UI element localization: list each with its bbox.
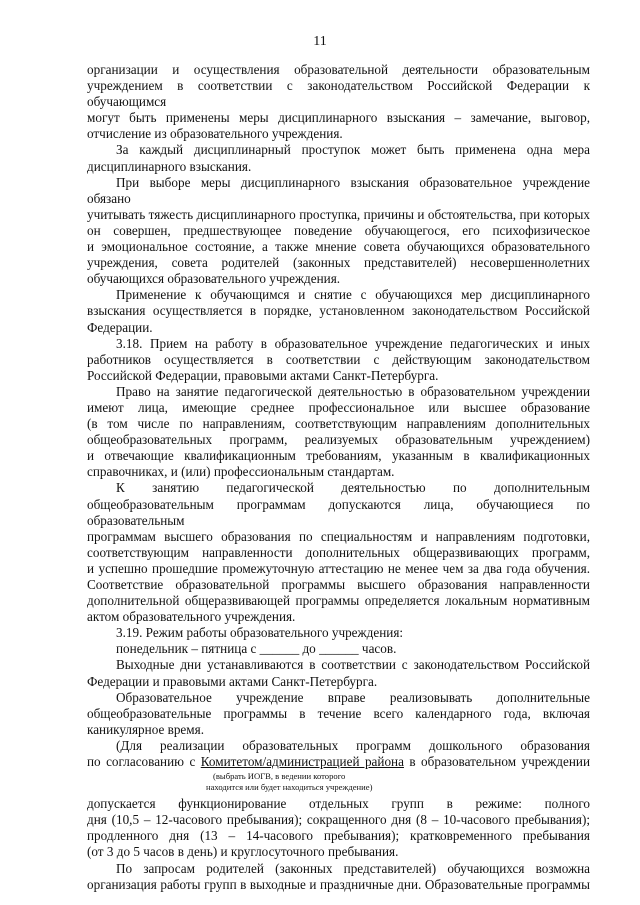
text-line: дополнительной общеразвивающей программы определяется локальным нормативным bbox=[87, 593, 590, 609]
text-line: Образовательное учреждение вправе реализовывать дополнительные bbox=[116, 689, 590, 705]
paragraph-choice-of-measure bbox=[87, 175, 590, 288]
text-line bbox=[87, 754, 590, 770]
text-line: При выборе меры дисциплинарного взыскания образовательное учреждение обязано bbox=[87, 174, 590, 206]
text-line: Соответствие образовательной программы высшего образования направленности bbox=[87, 577, 590, 592]
text-line: (в том числе по направлениям, соответствующим направлениям дополнительных bbox=[87, 416, 590, 432]
text-line: отчисление из образовательного учреждения. bbox=[87, 126, 343, 142]
paragraph-students-admission bbox=[87, 480, 590, 625]
page-number: 11 bbox=[313, 34, 327, 49]
annotation-line: находится или будет находиться учреждение) bbox=[206, 782, 373, 793]
document-body bbox=[87, 62, 590, 893]
text-line: дня (10,5 – 12-часового пребывания); сокращенного дня (8 – 10-часового пребывания); bbox=[87, 812, 590, 828]
text-line: он совершен, предшествующее поведение обучающегося, его психофизическое bbox=[87, 222, 590, 238]
paragraph-right-to-teach bbox=[87, 384, 590, 481]
text-line: взыскания осуществляется в порядке, установленном законодательством Российской bbox=[87, 303, 590, 319]
paragraph-days-off bbox=[87, 657, 590, 689]
annotation-line: (выбрать ИОГВ, в ведении которого bbox=[213, 771, 346, 782]
text-line: Право на занятие педагогической деятельностью в образовательном учреждении bbox=[116, 383, 590, 399]
section-3-19 bbox=[87, 625, 590, 657]
text-line: Федерации и правовыми актами Санкт-Петербурга. bbox=[87, 673, 378, 689]
paragraph-disciplinary-measures bbox=[87, 62, 590, 142]
text-line: и отвечающие квалификационным требованиям, указанным в квалификационных bbox=[87, 448, 590, 464]
text-line: и эмоциональное состояние, а также мнение совета обучающихся образовательного bbox=[87, 239, 590, 255]
text-line: учитывать тяжесть дисциплинарного проступка, причины и обстоятельства, при которых bbox=[87, 206, 590, 222]
text-line: (от 3 до 5 часов в день) и круглосуточного пребывания. bbox=[87, 844, 399, 860]
text-line: допускается функционирование отдельных групп в режиме: полного bbox=[87, 796, 590, 812]
paragraph-year-round bbox=[87, 690, 590, 738]
text-line: За каждый дисциплинарный проступок может быть применена одна мера bbox=[116, 142, 590, 158]
authority-choice: Комитетом/администрацией района bbox=[200, 754, 404, 770]
text-line: 3.18. Прием на работу в образовательное учреждение педагогических и иных bbox=[116, 335, 590, 351]
text-line: имеют лица, имеющие среднее профессиональное или высшее образование bbox=[87, 399, 590, 415]
annotation bbox=[87, 771, 590, 793]
text-line: учреждения, совета родителей (законных представителей) несовершеннолетних bbox=[87, 255, 590, 271]
text-line: дисциплинарного взыскания. bbox=[87, 158, 252, 174]
text-line: понедельник – пятница с ______ до ______ часов. bbox=[116, 641, 397, 657]
text-line: учреждением в соответствии с законодательством Российской Федерации к обучающимся bbox=[87, 78, 590, 110]
paragraph-one-measure bbox=[87, 142, 590, 174]
paragraph-weekend-groups bbox=[87, 861, 590, 893]
text-fragment: в образовательном учреждении bbox=[403, 754, 591, 770]
paragraph-preschool bbox=[87, 738, 590, 861]
paragraph-application bbox=[87, 287, 590, 335]
section-3-18 bbox=[87, 336, 590, 384]
text-line: общеобразовательных программ, реализуемых образовательным учреждением) bbox=[87, 432, 590, 448]
text-line: соответствующим направленности дополнительных общеразвивающих программ, bbox=[87, 544, 590, 560]
text-line: Российской Федерации, правовыми актами Санкт-Петербурга. bbox=[87, 367, 439, 383]
text-line: актом образовательного учреждения. bbox=[87, 609, 296, 625]
text-line: Выходные дни устанавливаются в соответствии с законодательством Российской bbox=[116, 657, 590, 673]
text-line: работников осуществляется в соответствии с действующим законодательством bbox=[87, 351, 590, 367]
text-line: организация работы групп в выходные и праздничные дни. Образовательные программы bbox=[87, 876, 590, 892]
text-line: Федерации. bbox=[87, 319, 153, 335]
text-line: К занятию педагогической деятельностью по дополнительным bbox=[116, 480, 590, 496]
text-line: могут быть применены меры дисциплинарного взыскания – замечание, выговор, bbox=[87, 110, 590, 126]
text-line: программам высшего образования по специальностям и направлениям подготовки, bbox=[87, 528, 590, 544]
text-line: обучающихся образовательного учреждения. bbox=[87, 271, 341, 287]
text-line: каникулярное время. bbox=[87, 721, 204, 737]
text-line: организации и осуществления образовательной деятельности образовательным bbox=[87, 62, 590, 77]
text-line: продленного дня (13 – 14-часового пребывания); кратковременного пребывания bbox=[87, 828, 590, 844]
text-line: справочниках, и (или) профессиональным стандартам. bbox=[87, 464, 395, 480]
text-line: общеобразовательные программы в течение всего календарного года, включая bbox=[87, 705, 590, 721]
text-line: (Для реализации образовательных программ дошкольного образования bbox=[116, 737, 590, 753]
text-line: Применение к обучающимся и снятие с обучающихся мер дисциплинарного bbox=[116, 287, 590, 303]
text-line: общеобразовательным программам допускаются лица, обучающиеся по образовательным bbox=[87, 496, 590, 528]
text-fragment: по согласованию с bbox=[87, 754, 201, 770]
text-line: 3.19. Режим работы образовательного учреждения: bbox=[116, 625, 404, 641]
text-line: и успешно прошедшие промежуточную аттестацию не менее чем за два года обучения. bbox=[87, 560, 590, 576]
text-line: По запросам родителей (законных представителей) обучающихся возможна bbox=[116, 860, 590, 876]
